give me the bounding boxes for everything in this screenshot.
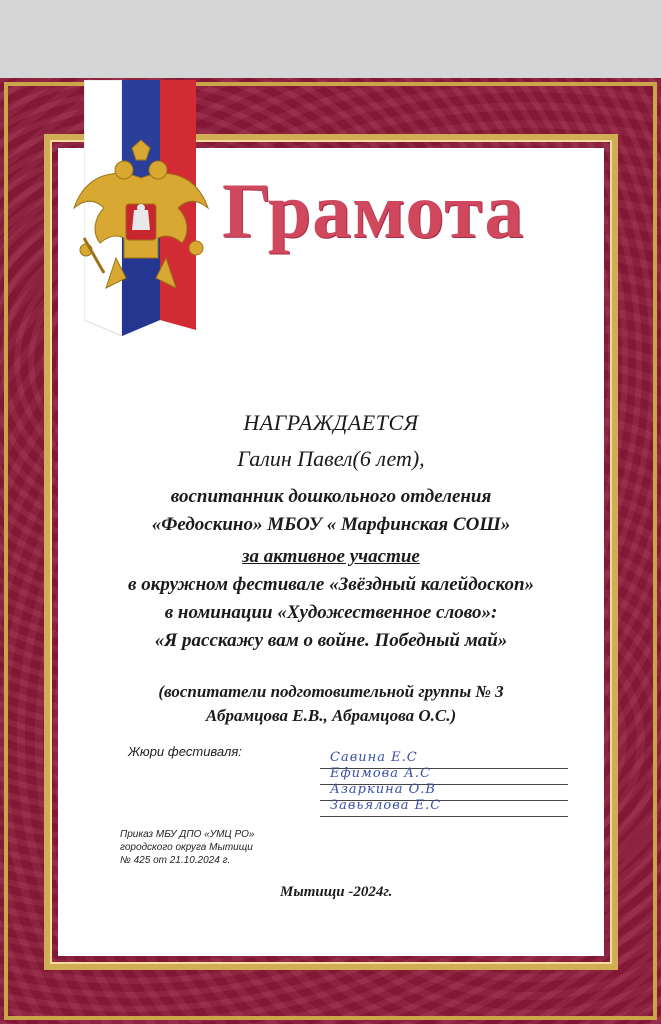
photo-background	[0, 0, 661, 80]
recipient-role: воспитанник дошкольного отделения	[170, 486, 492, 507]
jury-label: Жюри фестиваля:	[128, 744, 242, 759]
signature-line	[320, 816, 568, 817]
recipient-name: Галин Павел(6 лет),	[237, 446, 425, 471]
award-reason	[58, 546, 604, 568]
jury-signature-1: Савина Е.С	[330, 750, 418, 765]
award-reason-text: за активное участие	[242, 546, 420, 567]
order-line-3: № 425 от 21.10.2024 г.	[120, 855, 231, 866]
awarded-heading: НАГРАЖДАЕТСЯ	[243, 410, 419, 435]
jury-signature-3: Азаркина О.В	[330, 782, 436, 797]
nomination: в номинации «Художественное слово»:	[164, 602, 498, 623]
jury-signature-2: Ефимова А.С	[330, 766, 432, 781]
certificate-title: Грамота	[222, 167, 525, 254]
jury-signature-4: Завьялова Е.С	[330, 798, 442, 813]
double-headed-eagle-emblem-icon	[66, 138, 216, 298]
festival-name: в окружном фестивале «Звёздный калейдоскоп»	[127, 574, 535, 595]
teachers-line-1: (воспитатели подготовительной группы № 3	[158, 682, 504, 701]
order-line-2: городского округа Мытищи	[120, 842, 253, 853]
work-title: «Я расскажу вам о войне. Победный май»	[154, 630, 508, 651]
order-line-1: Приказ МБУ ДПО «УМЦ РО»	[120, 829, 255, 840]
place-and-year: Мытищи -2024г.	[280, 884, 393, 900]
teachers-line-2: Абрамцова Е.В., Абрамцова О.С.)	[205, 706, 457, 725]
recipient-school: «Федоскино» МБОУ « Марфинская СОШ»	[151, 514, 511, 535]
